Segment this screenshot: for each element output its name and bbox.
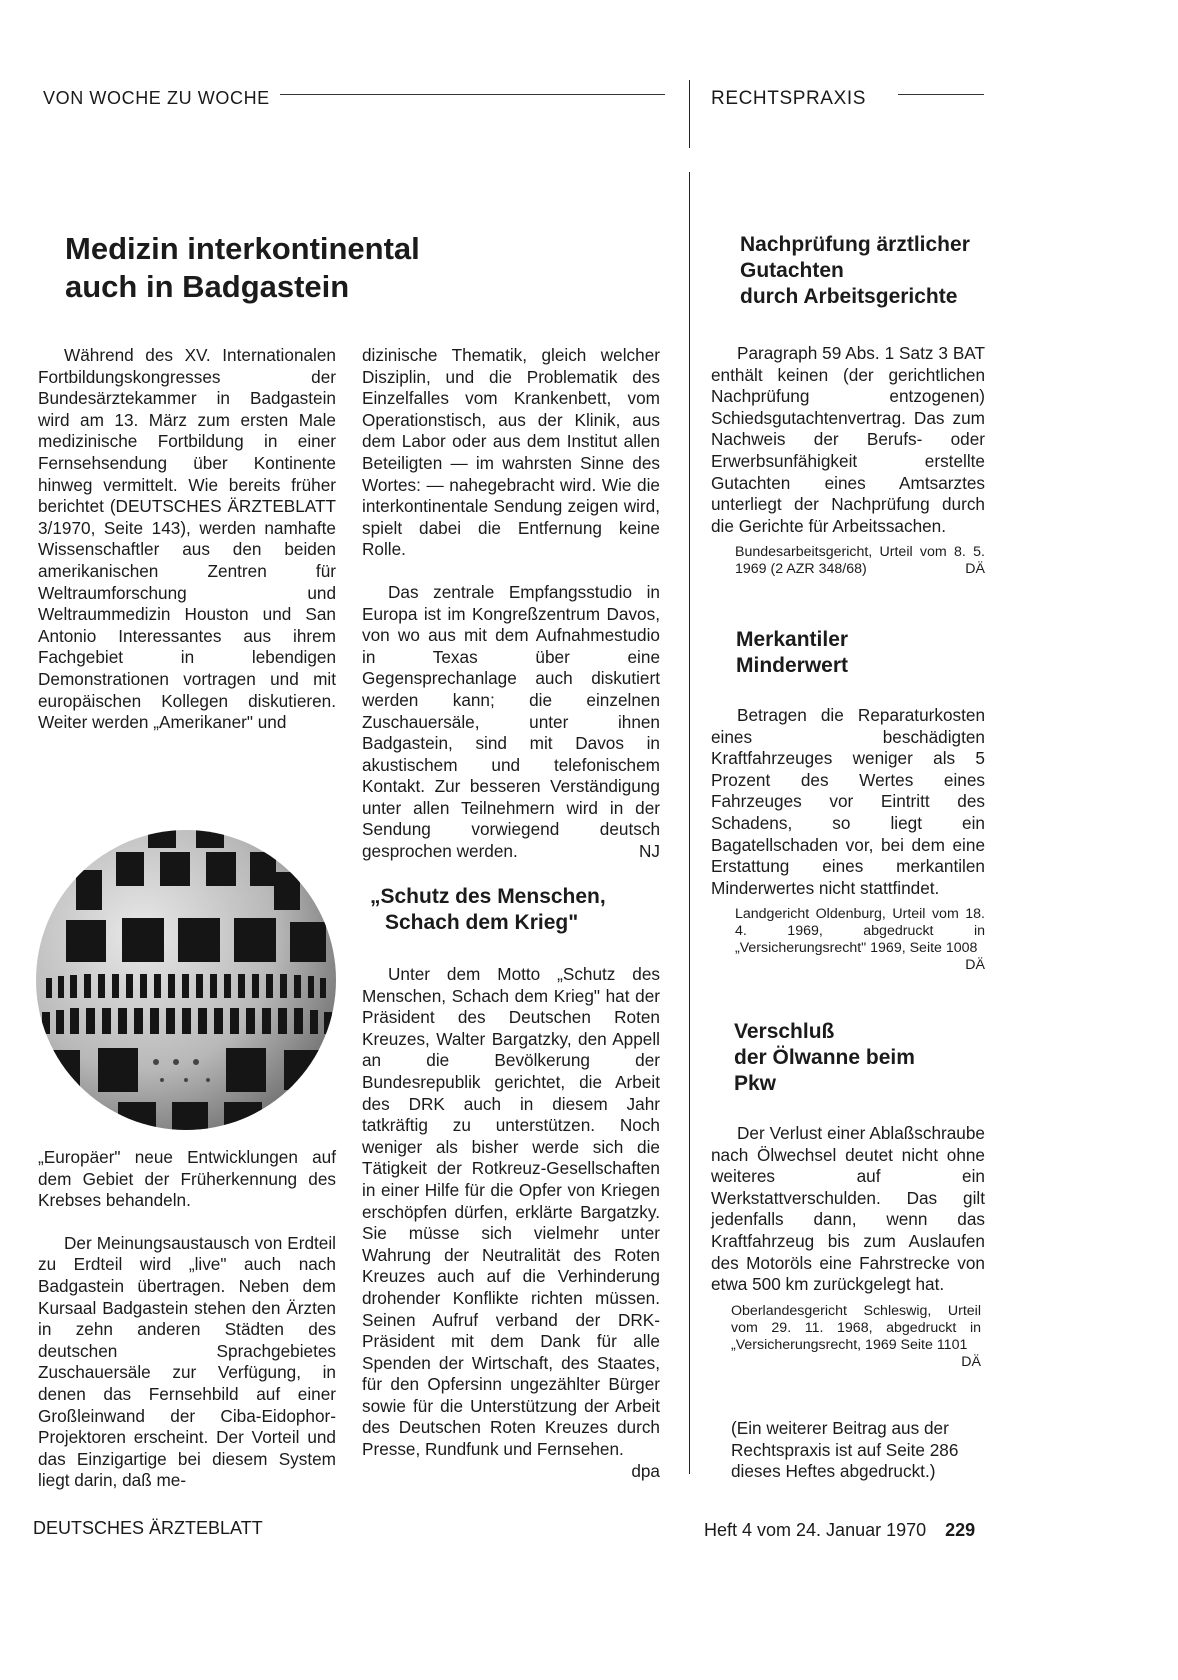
main-article-paragraph: Der Meinungsaustausch von Erdteil zu Erdteil wird „live" auch nach Badgastein übertragen. Neben dem Kursaal Badgastein stehen den Ärzten in zehn anderen Städten des deutschen Sprachgebietes Zuschauersäle zur Verfügung, in denen das Fernsehbild auf einer Großleinwand der Ciba-Eidophor-Projektoren erscheint. Der Vorteil und das Einzigartige bei diesem System liegt darin, daß me- bbox=[38, 1232, 336, 1491]
closing-note bbox=[731, 1418, 981, 1483]
main-article-col1-part1 bbox=[38, 345, 336, 734]
author-signature-nj: NJ bbox=[638, 841, 660, 862]
footer-issue bbox=[704, 1520, 975, 1541]
drk-headline bbox=[370, 884, 660, 936]
drk-article-paragraph: Unter dem Motto „Schutz des Menschen, Schach dem Krieg" hat der Präsident des Deutschen Roten Kreuzes, Walter Bargatzky, den Appell an die Bevölkerung der Bundesrepublik gerichtet, die Arbeit des DRK auch in diesem Jahr tatkräftig zu unterstützen. Noch weniger als bisher werde sich die Tätigkeit der Rotkreuz-Gesellschaften in einer Hilfe für die Opfer von Kriegen erschöpfen dürfen, erklärte Bargatzky. Sie müsse sich vielmehr unter Wahrung der Neutralität des Roten Kreuzes auch auf die Verhinderung drohender Konflikte richten müssen. Seinen Aufruf verband der DRK-Präsident mit dem Dank für alle Spenden der Wirtschaft, des Staates, für den Opfersinn ungezählter Bürger sowie für die Unterstützung der Arbeit des Deutschen Roten Kreuzes durch Presse, Rundfunk und Fernsehen. bbox=[362, 964, 660, 1460]
legal-item-3-headline-line3: Pkw bbox=[734, 1072, 777, 1096]
legal-item-1-body bbox=[711, 343, 985, 537]
page-number: 229 bbox=[945, 1520, 976, 1540]
satellite-photo bbox=[36, 800, 336, 1140]
footer-journal-name: DEUTSCHES ÄRZTEBLATT bbox=[33, 1518, 263, 1538]
closing-note-text: (Ein weiterer Beitrag aus der Rechtspraxis ist auf Seite 286 dieses Heftes abgedruckt.) bbox=[731, 1418, 959, 1482]
main-article-col2 bbox=[362, 345, 660, 863]
legal-item-1-headline-line1: Nachprüfung ärztlicher bbox=[740, 233, 970, 256]
legal-item-2-headline bbox=[736, 627, 986, 679]
legal-item-1-text: Paragraph 59 Abs. 1 Satz 3 BAT enthält keinen (der gerichtlichen Nachprüfung entzogenen) Schiedsgutachtenvertrag. Das zum Nachweis der Berufs- oder Erwerbsunfähigkeit erstellte Gutachten eines Amtsarztes unterliegt der Nachprüfung durch die Gerichte für Arbeitssachen. bbox=[711, 343, 985, 536]
legal-item-1-signature: DÄ bbox=[965, 561, 985, 577]
legal-item-1-headline bbox=[740, 232, 1000, 310]
legal-item-3-headline-line1: Verschluß bbox=[734, 1020, 835, 1043]
main-article-paragraph: Während des XV. Internationalen Fortbildungskongresses der Bundesärztekammer in Badgastein wird am 13. März zum ersten Male medizinische Fortbildung in einer Fernsehsendung über Kontinente hinweg vermittelt. Wie bereits früher berichtet (DEUTSCHES ÄRZTEBLATT 3/1970, Seite 143), werden namhafte Wissenschaftler aus den beiden amerikanischen Zentren für Weltraumforschung und Weltraummedizin Houston und San Antonio Interessantes aus ihrem Fachgebiet in lebendigen Demonstrationen vortragen und mit europäischen Kollegen diskutieren. Weiter werden „Amerikaner" und bbox=[38, 345, 336, 733]
legal-item-3-body bbox=[711, 1123, 985, 1296]
drk-article-body bbox=[362, 964, 660, 1482]
legal-item-3-citation-text: Oberlandesgericht Schleswig, Urteil vom 29. 11. 1968, abgedruckt in „Versicherungsrecht, 1969 Seite 1101 bbox=[731, 1303, 981, 1353]
legal-item-2-signature: DÄ bbox=[965, 957, 985, 973]
main-article-paragraph-continued: dizinische Thematik, gleich welcher Disziplin, und die Problematik des Einzelfalles vom Krankenbett, vom Operationstisch, aus der Klinik, aus dem Labor oder aus dem Institut allen Beteiligten — im wahrsten Sinne des Wortes: — nahegebracht wird. Wie die interkontinentale Sendung zeigen wird, spielt dabei die Entfernung keine Rolle. bbox=[362, 345, 660, 560]
legal-item-2-headline-line2: Minderwert bbox=[736, 654, 849, 678]
main-article-col1-part2 bbox=[38, 1147, 336, 1492]
section-label-von-woche-zu-woche: VON WOCHE ZU WOCHE bbox=[43, 88, 270, 108]
main-article-paragraph-continued: „Europäer" neue Entwicklungen auf dem Gebiet der Früherkennung des Krebses behandeln. bbox=[38, 1147, 336, 1211]
drk-headline-line2: Schach dem Krieg" bbox=[385, 911, 579, 935]
main-headline-line1: Medizin interkontinental bbox=[65, 231, 420, 266]
section-label-rechtspraxis: RECHTSPRAXIS bbox=[711, 88, 867, 109]
legal-item-1-headline-line2: Gutachten bbox=[740, 259, 844, 283]
column-divider-top bbox=[689, 80, 690, 148]
legal-item-1-headline-line3: durch Arbeitsgerichte bbox=[740, 285, 958, 309]
legal-item-1-citation bbox=[735, 544, 985, 578]
header-rule-left bbox=[280, 94, 665, 95]
legal-item-3-citation bbox=[731, 1303, 981, 1371]
legal-item-2-citation bbox=[735, 906, 985, 974]
drk-headline-line1: „Schutz des Menschen, bbox=[370, 885, 606, 908]
satellite-image bbox=[36, 800, 336, 1140]
legal-item-3-signature: DÄ bbox=[961, 1354, 981, 1370]
legal-item-2-headline-line1: Merkantiler bbox=[736, 628, 849, 651]
legal-item-2-body bbox=[711, 705, 985, 899]
footer-issue-text: Heft 4 vom 24. Januar 1970 bbox=[704, 1520, 927, 1540]
legal-item-3-headline-line2: der Ölwanne beim bbox=[734, 1046, 915, 1070]
legal-item-3-headline bbox=[734, 1019, 984, 1097]
legal-item-1-citation-text: Bundesarbeitsgericht, Urteil vom 8. 5. 1969 (2 AZR 348/68) bbox=[735, 544, 985, 577]
header-rule-right bbox=[898, 94, 984, 95]
legal-item-2-text: Betragen die Reparaturkosten eines beschädigten Kraftfahrzeuges weniger als 5 Prozent des Wertes eines Fahrzeuges vor Eintritt des Schadens, so liegt ein Bagatellschaden vor, bei dem eine Erstattung eines merkantilen Minderwertes nicht stattfindet. bbox=[711, 705, 985, 898]
author-signature-dpa: dpa bbox=[631, 1460, 660, 1481]
main-headline-line2: auch in Badgastein bbox=[65, 269, 350, 305]
legal-item-2-citation-text: Landgericht Oldenburg, Urteil vom 18. 4. 1969, abgedruckt in „Versicherungsrecht" 1969, Seite 1008 bbox=[735, 906, 985, 956]
main-headline bbox=[65, 230, 665, 307]
legal-item-3-text: Der Verlust einer Ablaßschraube nach Ölwechsel deutet nicht ohne weiteres auf ein Werkstattverschulden. Das gilt jedenfalls dann, wenn das Kraftfahrzeug bis zum Auslaufen des Motoröls eine Fahrstrecke von etwa 500 km zurückgelegt hat. bbox=[711, 1123, 985, 1295]
column-divider-main bbox=[689, 172, 690, 1474]
main-article-paragraph: Das zentrale Empfangsstudio in Europa ist im Kongreßzentrum Davos, von wo aus mit dem Aufnahmestudio in Texas über eine Gegensprechanlage auch diskutiert werden kann; die einzelnen Zuschauersäle, unter ihnen Badgastein, sind mit Davos in akustischem und telefonischem Kontakt. Zur besseren Verständigung unter allen Teilnehmern wird in der Sendung vorwiegend deutsch gesprochen werden. bbox=[362, 581, 660, 862]
